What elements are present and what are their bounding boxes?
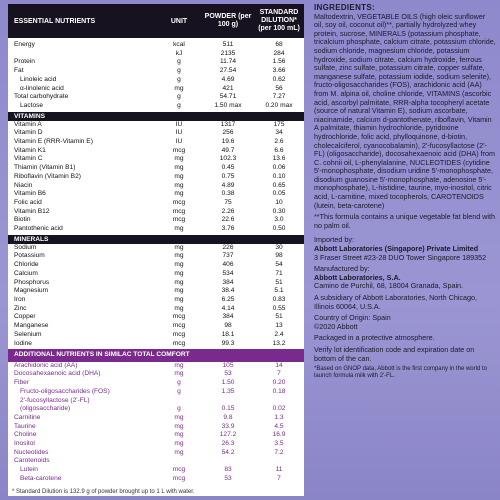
table-row xyxy=(8,199,304,208)
table-row xyxy=(8,41,304,50)
ingredients-panel xyxy=(314,4,496,383)
nutrient-powder-value xyxy=(202,457,254,466)
nutrient-unit: kJ xyxy=(175,49,183,57)
nutrient-powder-value: 0.75 xyxy=(221,172,235,180)
table-row xyxy=(8,85,304,94)
nutrient-name: Protein xyxy=(14,58,35,66)
nutrient-powder-value: 54.71 xyxy=(219,93,237,101)
table-row xyxy=(8,397,304,406)
table-row xyxy=(8,252,304,261)
nutrient-unit: mcg xyxy=(172,474,186,482)
nutrient-powder-value: 2135 xyxy=(220,49,236,57)
table-row xyxy=(8,331,304,340)
nutrient-unit: mg xyxy=(174,225,184,233)
nutrient-name: Beta-carotene xyxy=(20,474,62,482)
nutrient-powder-value: 53 xyxy=(224,474,232,482)
table-row xyxy=(8,370,304,379)
nutrient-powder-value: 3.76 xyxy=(221,225,235,233)
table-row xyxy=(8,305,304,314)
nutrient-dilution-value: 68 xyxy=(275,41,283,48)
nutrient-name: Vitamin B12 xyxy=(14,207,50,215)
nutrient-dilution-value: 2.4 xyxy=(274,330,284,338)
nutrient-unit: mcg xyxy=(172,146,186,154)
nutrient-unit: g xyxy=(177,58,181,66)
nutrient-unit: mg xyxy=(174,304,184,312)
table-row xyxy=(8,261,304,270)
nutrient-unit: mg xyxy=(174,440,184,448)
table-row xyxy=(8,388,304,397)
nutrient-powder-value: 22.6 xyxy=(221,216,235,224)
nutrient-powder-value: 54.2 xyxy=(221,448,235,456)
nutrient-dilution-value: 0.62 xyxy=(272,75,286,83)
nutrient-dilution-value: 13.2 xyxy=(272,339,286,347)
table-row xyxy=(8,102,304,111)
table-row xyxy=(8,313,304,322)
ingredients-title: INGREDIENTS: xyxy=(314,3,375,12)
table-row xyxy=(8,164,304,173)
nutrient-powder-value: 4.89 xyxy=(221,181,235,189)
nutrient-unit: mg xyxy=(174,181,184,189)
nutrient-dilution-value: 11 xyxy=(275,466,283,474)
nutrient-powder-value: 27.54 xyxy=(219,67,237,75)
nutrient-unit: mg xyxy=(174,164,184,172)
nutrient-dilution-value: 0.06 xyxy=(272,164,286,172)
nutrient-unit: mcg xyxy=(172,313,186,321)
nutrient-name: (oligosaccharide) xyxy=(20,405,71,413)
nutrient-unit: mg xyxy=(174,295,184,303)
table-row xyxy=(8,76,304,85)
table-row xyxy=(8,379,304,388)
nutrient-dilution-value: 13.6 xyxy=(272,155,286,163)
nutrient-dilution-value: 0.83 xyxy=(272,295,286,303)
nutrient-name: Fat xyxy=(14,67,24,75)
nutrient-name: Lactose xyxy=(20,101,44,109)
manufactured-label: Manufactured by: xyxy=(314,264,370,274)
nutrient-dilution-value: 284 xyxy=(273,49,285,57)
nutrient-dilution-value: 1.56 xyxy=(272,58,286,66)
nutrient-unit: mg xyxy=(174,269,184,277)
nutrient-dilution-value: 98 xyxy=(275,252,283,260)
copyright-text: ©2020 Abbott xyxy=(314,321,358,331)
table-row xyxy=(8,296,304,305)
nutrient-unit: mcg xyxy=(172,339,186,347)
nutrient-name: Nucleotides xyxy=(14,448,49,456)
table-row xyxy=(8,414,304,423)
nutrient-name: Pantothenic acid xyxy=(14,225,63,233)
nutrient-unit: kcal xyxy=(173,41,185,48)
nutrient-name: α-linolenic acid xyxy=(20,84,64,92)
nutrient-name: Sodium xyxy=(14,243,37,251)
table-row xyxy=(8,225,304,234)
nutrient-dilution-value: 54 xyxy=(275,261,283,269)
nutrient-dilution-value: 34 xyxy=(275,129,283,137)
nutrient-name: Docosahexaenoic acid (DHA) xyxy=(14,370,101,378)
imported-label: Imported by: xyxy=(314,235,354,245)
manufacturer-address: Camino de Purchil, 68, 18004 Granada, Spain. xyxy=(314,281,464,291)
palm-oil-note: **This formula contains a unique vegetable fat blend with no palm oil. xyxy=(314,212,495,230)
nutrient-dilution-value: 0.50 xyxy=(272,225,286,233)
nutrient-powder-value: 53 xyxy=(224,370,232,378)
nutrient-powder-value: 18.1 xyxy=(221,330,235,338)
nutrient-name: Potassium xyxy=(14,252,45,260)
nutrient-dilution-value: 7 xyxy=(277,370,281,378)
nutrient-unit: mcg xyxy=(172,322,186,330)
nutrient-powder-value: 2.26 xyxy=(221,207,235,215)
nutrient-dilution-value: 6.6 xyxy=(274,146,284,154)
nutrient-dilution-value: 3.66 xyxy=(272,67,286,75)
minerals-list xyxy=(8,244,304,348)
nutrient-name: Vitamin K1 xyxy=(14,146,46,154)
importer-name: Abbott Laboratories (Singapore) Private Limited xyxy=(314,244,479,254)
nutrient-powder-value: 511 xyxy=(222,41,234,48)
nutrient-unit: g xyxy=(177,405,181,413)
nutrient-unit: IU xyxy=(175,129,183,137)
nutrient-name: Iron xyxy=(14,295,26,303)
table-row xyxy=(8,244,304,253)
table-row xyxy=(8,270,304,279)
packaged-text: Packaged in a protective atmosphere. xyxy=(314,333,435,343)
nutrient-dilution-value: 1.3 xyxy=(274,413,284,421)
table-row xyxy=(8,50,304,59)
nutrient-name: Choline xyxy=(14,431,37,439)
section-vitamins: VITAMINS xyxy=(8,112,304,121)
nutrient-name: Thiamin (Vitamin B1) xyxy=(14,164,76,172)
nutrient-name: Carnitine xyxy=(14,413,41,421)
table-row xyxy=(8,129,304,138)
nutrient-dilution-value: 71 xyxy=(275,269,283,277)
table-row xyxy=(8,155,304,164)
nutrient-powder-value: 6.25 xyxy=(221,295,235,303)
nutrient-unit: g xyxy=(177,75,181,83)
nutrient-powder-value: 99.3 xyxy=(221,339,235,347)
nutrient-unit: g xyxy=(177,93,181,101)
nutrient-powder-value: 1.50 xyxy=(221,379,235,387)
nutrient-unit: mcg xyxy=(172,216,186,224)
nutrient-powder-value: 421 xyxy=(222,84,234,92)
nutrient-dilution-value: 7.27 xyxy=(272,93,286,101)
table-row xyxy=(8,147,304,156)
nutrient-name: 2'-fucosyllactose (2'-FL) xyxy=(20,396,90,404)
table-row xyxy=(8,431,304,440)
nutrient-name: Vitamin B6 xyxy=(14,190,46,198)
nutrient-powder-value: 4.69 xyxy=(221,75,235,83)
header-nutrients: ESSENTIAL NUTRIENTS xyxy=(14,17,96,25)
nutrient-dilution-value xyxy=(254,457,304,466)
nutrient-name: Zinc xyxy=(14,304,27,312)
nutrient-unit: g xyxy=(177,67,181,75)
nutrient-unit: mg xyxy=(174,155,184,163)
table-row xyxy=(8,466,304,475)
nutrient-dilution-value: 0.55 xyxy=(272,304,286,312)
nutrient-dilution-value: 51 xyxy=(275,313,283,321)
section-minerals: MINERALS xyxy=(8,235,304,244)
nutrient-name: Fiber xyxy=(14,379,30,387)
nutrient-powder-value: 127.2 xyxy=(219,431,237,439)
table-row xyxy=(8,440,304,449)
main-nutrients xyxy=(8,41,304,111)
table-row xyxy=(8,121,304,130)
nutrient-unit: IU xyxy=(175,138,183,146)
section-additional: ADDITIONAL NUTRIENTS IN SIMILAC TOTAL COMFORT xyxy=(8,349,304,362)
nutrient-name: Arachidonic acid (AA) xyxy=(14,361,78,369)
nutrient-name: Vitamin C xyxy=(14,155,43,163)
nutrient-dilution-value: 0.65 xyxy=(272,181,286,189)
nutrient-name: Vitamin D xyxy=(14,129,43,137)
nutrient-powder-value: 11.74 xyxy=(219,58,236,66)
nutrient-unit: mg xyxy=(174,370,184,378)
nutrient-unit: mg xyxy=(174,243,184,251)
table-row xyxy=(8,93,304,102)
nutrient-dilution-value: 56 xyxy=(275,84,283,92)
nutrient-unit: mg xyxy=(174,287,184,295)
footnote: * Standard Dilution is 132.9 g of powder brought up to 1 L with water. xyxy=(12,489,195,495)
origin-text: Country of Origin: Spain xyxy=(314,313,391,323)
nutrient-unit: mg xyxy=(174,361,184,369)
table-row xyxy=(8,208,304,217)
nutrient-dilution-value: 51 xyxy=(275,278,283,286)
nutrient-unit: mg xyxy=(174,172,184,180)
nutrient-unit: mcg xyxy=(172,207,186,215)
nutrient-name: Biotin xyxy=(14,216,31,224)
table-row xyxy=(8,322,304,331)
nutrient-unit: mg xyxy=(174,261,184,269)
nutrient-name: Magnesium xyxy=(14,287,49,295)
nutrient-powder-value: 406 xyxy=(222,261,234,269)
nutrient-powder-value: 9.8 xyxy=(223,413,233,421)
nutrient-powder-value: 0.38 xyxy=(221,190,235,198)
nutrient-powder-value: 102.3 xyxy=(219,155,237,163)
nutrient-name: Phosphorus xyxy=(14,278,50,286)
nutrient-name: Folic acid xyxy=(14,198,42,206)
vitamins-list xyxy=(8,121,304,234)
header-unit: UNIT xyxy=(170,17,188,25)
table-row xyxy=(8,475,304,484)
nutrient-unit: mcg xyxy=(172,466,186,474)
nutrient-name: Niacin xyxy=(14,181,33,189)
nutrient-unit: mg xyxy=(174,422,184,430)
table-row xyxy=(8,405,304,414)
nutrient-unit: g xyxy=(177,387,181,395)
nutrient-dilution-value: 7.2 xyxy=(274,448,284,456)
nutrient-unit: mg xyxy=(174,278,184,286)
nutrient-powder-value: 1317 xyxy=(220,120,236,128)
nutrient-name xyxy=(8,50,156,59)
nutrient-powder-value: 534 xyxy=(222,269,234,277)
nutrient-name: Calcium xyxy=(14,269,38,277)
nutrient-unit: mg xyxy=(174,190,184,198)
nutrient-powder-value: 737 xyxy=(222,252,234,260)
nutrient-name: Total carbohydrate xyxy=(14,93,69,101)
nutrient-unit: mg xyxy=(174,413,184,421)
table-row xyxy=(8,423,304,432)
nutrient-powder-value: 19.6 xyxy=(221,138,235,146)
nutrient-name: Selenium xyxy=(14,330,42,338)
nutrient-name: Linoleic acid xyxy=(20,75,57,83)
header-powder: POWDER (per 100 g) xyxy=(204,13,252,28)
nutrient-name: Taurine xyxy=(14,422,36,430)
nutrient-powder-value: 1.35 xyxy=(221,387,235,395)
nutrient-dilution-value: 0.10 xyxy=(272,172,286,180)
nutrient-dilution-value: 14 xyxy=(275,361,283,369)
nutrient-powder-value: 83 xyxy=(224,466,232,474)
nutrient-unit: mg xyxy=(174,431,184,439)
ingredients-text: Maltodextrin, VEGETABLE OILS (high oleic sunflower oil, soy oil, coconut oil)**, partially hydrolyzed whey protein, sucrose, MINERALS (potassium phosphate, tricalcium phosphate, calcium citrate, potassium chloride, sodium chloride, magnesium chloride, potassium hydroxide, sodium citrate, calcium hydroxide, ferrous sulfate, zinc sulfate, potassium citrate, copper sulfate, manganese sulfate, potassium iodide, sodium selenite), fructo-oligosaccharides (FOS), arachidonic acid (AA) from M. alpina oil, choline chloride, VITAMINS (ascorbic acid, ascorbyl palmitate, RRR-alpha tocopheryl acetate (source of natural Vitamin E), sodium ascorbate, niacinamide, calcium d-pantothenate, riboflavin, Vitamin A palmitate, thiamin hydrochloride, pyridoxine hydrochloride, folic acid, phylloquinone, d-biotin, cholecalciferol, cyanocobalamin), 2'-fucosyllactose (2'-FL) (oligosaccharide), docosahexaenoic acid (DHA) from C. cohnii oil, L-phenylalanine, NUCLEOTIDES (cytidine 5'-monophosphate, disodium uridine 5'-monophosphate, disodium guanosine 5'-monophosphate, adenosine 5'-monophosphate), L-histidine, taurine, myo-inositol, citric acid, L-carnitine, mixed tocopherols, CAROTENOIDS (lutein, beta-carotene) xyxy=(314,11,496,210)
nutrient-name: Inositol xyxy=(14,440,35,448)
nutrient-dilution-value: 2.6 xyxy=(274,138,284,146)
gnid-note: *Based on GNOP data, Abbott is the first company in the world to launch formula milk with 2'-FL. xyxy=(314,366,487,380)
nutrient-name: Chloride xyxy=(14,261,39,269)
header-standard-dilution: STANDARD DILUTION* (per 100 mL) xyxy=(258,9,300,32)
nutrition-table xyxy=(8,4,304,496)
table-row xyxy=(8,190,304,199)
nutrient-powder-value: 49.7 xyxy=(221,146,235,154)
manufacturer-name: Abbott Laboratories, S.A. xyxy=(314,272,401,282)
nutrient-unit: mg xyxy=(174,252,184,260)
nutrient-powder-value: 1.50 max xyxy=(214,101,242,109)
nutrient-name: Vitamin E (RRR-Vitamin E) xyxy=(14,138,93,146)
table-row xyxy=(8,362,304,371)
table-row xyxy=(8,279,304,288)
table-row xyxy=(8,287,304,296)
nutrient-name: Copper xyxy=(14,313,36,321)
nutrient-name: Manganese xyxy=(14,322,49,330)
nutrient-dilution-value: 0.20 max xyxy=(265,101,293,109)
nutrient-unit: mg xyxy=(174,448,184,456)
table-row xyxy=(8,58,304,67)
table-row xyxy=(8,216,304,225)
nutrient-name: Vitamin A xyxy=(14,120,42,128)
importer-address: 3 Fraser Street #23-28 DUO Tower Singapore 189352 xyxy=(314,252,487,262)
nutrient-dilution-value: 4.5 xyxy=(274,422,284,430)
nutrient-dilution-value: 0.18 xyxy=(272,387,286,395)
table-row xyxy=(8,340,304,349)
nutrient-dilution-value: 7 xyxy=(277,474,281,482)
nutrient-powder-value: 75 xyxy=(224,198,232,206)
nutrient-dilution-value: 0.02 xyxy=(272,405,286,413)
nutrient-powder-value: 98 xyxy=(224,322,232,330)
nutrient-dilution-value: 0.30 xyxy=(272,207,286,215)
nutrient-powder-value: 4.14 xyxy=(221,304,235,312)
nutrient-dilution-value: 30 xyxy=(275,243,283,251)
nutrient-powder-value: 33.9 xyxy=(221,422,235,430)
table-row xyxy=(8,449,304,458)
nutrient-powder-value: 0.45 xyxy=(221,164,235,172)
table-row xyxy=(8,457,304,466)
nutrient-unit: IU xyxy=(175,120,183,128)
table-row xyxy=(8,67,304,76)
table-row xyxy=(8,138,304,147)
nutrient-name: Iodine xyxy=(14,339,32,347)
nutrient-dilution-value: 3.0 xyxy=(274,216,284,224)
nutrient-powder-value: 384 xyxy=(222,278,234,286)
nutrient-name: Riboflavin (Vitamin B2) xyxy=(14,172,81,180)
nutrient-dilution-value: 0.05 xyxy=(272,190,286,198)
nutrient-dilution-value: 175 xyxy=(273,120,285,128)
nutrient-powder-value xyxy=(202,397,254,406)
nutrient-dilution-value: 10 xyxy=(275,198,283,206)
nutrient-unit: g xyxy=(177,379,181,387)
nutrient-unit xyxy=(156,397,202,406)
table-row xyxy=(8,182,304,191)
nutrient-dilution-value: 13 xyxy=(275,322,283,330)
nutrient-unit: g xyxy=(177,101,181,109)
nutrient-dilution-value xyxy=(254,397,304,406)
nutrient-unit: mcg xyxy=(172,330,186,338)
table-header xyxy=(8,4,304,38)
nutrient-dilution-value: 0.20 xyxy=(272,379,286,387)
nutrient-powder-value: 256 xyxy=(222,129,234,137)
nutrient-dilution-value: 3.5 xyxy=(274,440,284,448)
nutrient-name: Energy xyxy=(14,41,35,48)
nutrient-unit xyxy=(156,457,202,466)
nutrient-powder-value: 0.15 xyxy=(221,405,235,413)
subsidiary-text: A subsidiary of Abbott Laboratories, North Chicago, Illinois 60064, U.S.A. xyxy=(314,293,478,311)
nutrient-powder-value: 384 xyxy=(222,313,234,321)
nutrient-powder-value: 38.4 xyxy=(221,287,235,295)
nutrient-powder-value: 105 xyxy=(222,361,234,369)
additional-list xyxy=(8,362,304,484)
verify-text: Verify lot identification code and expiration date on bottom of the can. xyxy=(314,344,475,363)
nutrient-unit: mcg xyxy=(172,198,186,206)
nutrient-name: Carotenoids xyxy=(14,457,50,465)
nutrient-unit: mg xyxy=(174,84,184,92)
nutrient-name: Fructo-oligosaccharides (FOS) xyxy=(20,387,110,395)
table-row xyxy=(8,173,304,182)
nutrient-powder-value: 26.3 xyxy=(221,440,235,448)
nutrient-powder-value: 226 xyxy=(222,243,234,251)
nutrient-name: Lutein xyxy=(20,466,38,474)
nutrient-dilution-value: 5.1 xyxy=(274,287,284,295)
nutrient-dilution-value: 16.9 xyxy=(272,431,286,439)
